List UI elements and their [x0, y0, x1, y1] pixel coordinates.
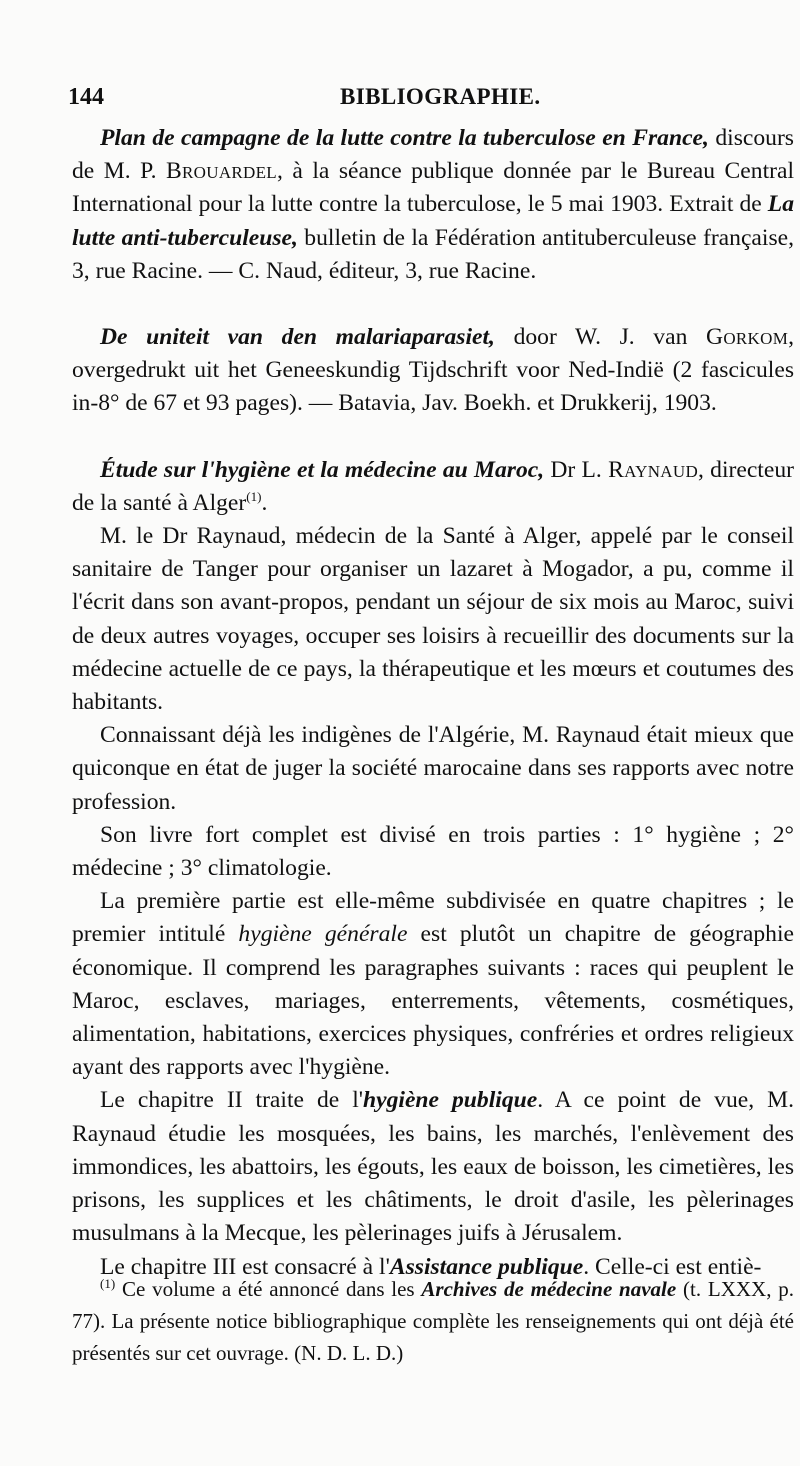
entry-author: Brouardel — [166, 158, 277, 185]
page-body — [72, 122, 794, 1284]
paragraph-text: Le chapitre III est consacré à l' — [100, 1253, 390, 1280]
entry-title: Plan de campagne de la lutte contre la tuberculose en France, — [100, 125, 709, 151]
bibliography-entry — [72, 122, 794, 288]
footnote-journal: Archives de médecine navale — [421, 1277, 677, 1301]
body-paragraph: Connaissant déjà les indigènes de l'Algérie, M. Raynaud était mieux que quiconque en état de juger la société marocaine dans ses rapports avec notre profession. — [72, 722, 794, 815]
entry-text: , à la séance publique donnée par le Bureau Central International pour la lutte contre la tuberculose, le 5 mai 1903. Extrait de — [72, 158, 795, 218]
paragraph-text: . Celle-ci est entiè- — [583, 1253, 762, 1280]
emphasis-text: Assistance publique — [389, 1253, 584, 1280]
body-paragraph — [72, 1084, 794, 1250]
footnote-text: Ce volume a été annoncé dans les — [115, 1277, 422, 1301]
footnote-marker: (1) — [100, 1276, 116, 1291]
footnote-reference: (1) — [246, 488, 262, 504]
paragraph-text: est plutôt un chapitre de géographie économique. Il comprend les paragraphes suivants : races qui peuplent le Maroc, esclaves, mariages, enterrements, vêtements, cosmétiques, alimentation, habitations, exercices physiques, confréries et ordres religieux ayant des rapports avec l'hygiène. — [72, 921, 794, 1081]
entry-text: , overgedrukt uit het Geneeskundig Tijdschrift voor Ned-Indië (2 fascicules in-8° de 67 et 93 pages). — Batavia, Jav. Boekh. et Drukkerij, 1903. — [72, 324, 795, 417]
bibliography-entry — [72, 321, 794, 421]
body-paragraph — [72, 885, 794, 1084]
entry-title: De uniteit van den malariaparasiet, — [100, 324, 495, 351]
paragraph-text: La première partie est elle-même subdivisée en quatre chapitres ; le premier intitulé — [72, 888, 794, 948]
footnote-text: (t. LXXX, p. 77). La présente notice bibliographique complète les renseignements qui ont déjà été présentés sur cet ouvrage. (N. D. L. D.) — [72, 1277, 794, 1365]
body-paragraph: M. le Dr Raynaud, médecin de la Santé à Alger, appelé par le conseil sanitaire de Tanger pour organiser un lazaret à Mogador, a pu, comme il l'écrit dans son avant-propos, pendant un séjour de six mois au Maroc, suivi de deux autres voyages, occuper ses loisirs à recueillir des documents sur la médecine actuelle de ce pays, la thérapeutique et les mœurs et coutumes des habitants. — [72, 523, 794, 716]
entry-text: discours de M. P. — [72, 125, 794, 185]
body-paragraph: Son livre fort complet est divisé en trois parties : 1° hygiène ; 2° médecine ; 3° climatologie. — [72, 821, 794, 882]
entry-text: Dr L. — [544, 456, 609, 483]
paragraph-text: . A ce point de vue, M. Raynaud étudie les mosquées, les bains, les marchés, l'enlèvement des immondices, les abattoirs, les égouts, les eaux de boisson, les cimetières, les prisons, les supplices et les châtiments, le droit d'asile, les pèlerinages musulmans à la Mecque, les pèlerinages juifs à Jérusalem. — [72, 1087, 794, 1247]
footnote — [72, 1273, 794, 1369]
page-number: 144 — [68, 84, 104, 110]
bibliography-entry — [72, 454, 794, 520]
running-title: BIBLIOGRAPHIE. — [340, 84, 541, 109]
entry-text: , directeur de la santé à Alger — [72, 456, 794, 516]
entry-author: Raynaud — [608, 456, 699, 483]
footnotes — [72, 1273, 794, 1369]
emphasis-text: hygiène publique — [363, 1087, 538, 1114]
entry-text: . — [261, 489, 268, 516]
paragraph-text: Le chapitre II traite de l' — [100, 1087, 364, 1114]
entry-title: Étude sur l'hygiène et la médecine au Maroc, — [100, 456, 545, 483]
entry-author: Gorkom — [705, 324, 789, 351]
entry-text: bulletin de la Fédération antituberculeuse française, 3, rue Racine. — C. Naud, éditeur, 3, rue Racine. — [72, 224, 794, 284]
emphasis-text: hygiène générale — [238, 921, 408, 948]
page-header — [68, 78, 768, 118]
entry-journal: La lutte anti-tuberculeuse, — [72, 191, 794, 251]
entry-text: door W. J. van — [494, 324, 706, 351]
